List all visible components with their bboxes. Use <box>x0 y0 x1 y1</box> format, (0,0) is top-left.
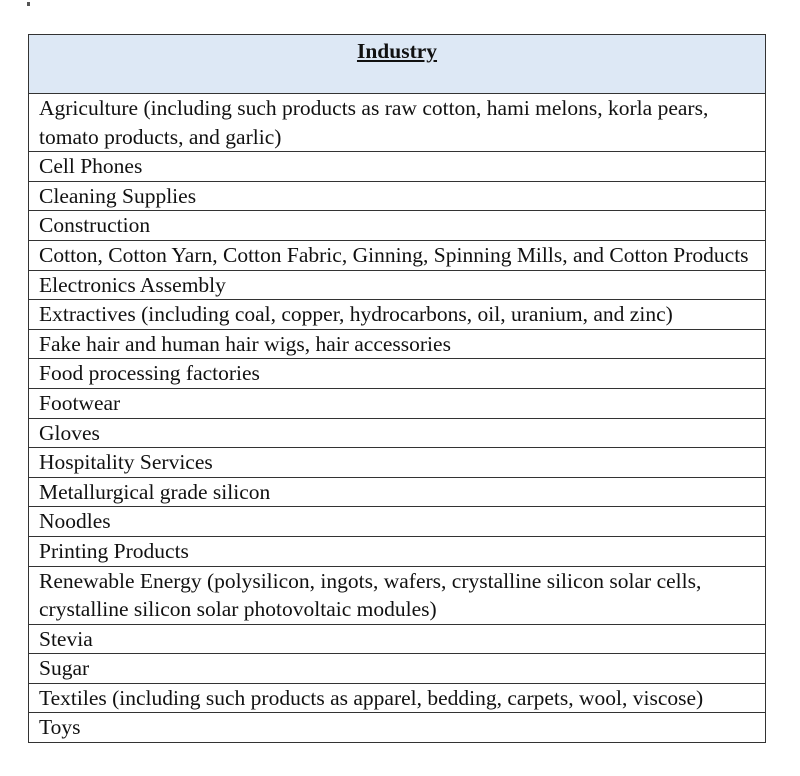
industry-cell: Gloves <box>29 418 766 448</box>
industry-cell: Cotton, Cotton Yarn, Cotton Fabric, Ginning, Spinning Mills, and Cotton Products <box>29 240 766 270</box>
industry-cell: Cleaning Supplies <box>29 181 766 211</box>
industry-cell: Stevia <box>29 624 766 654</box>
industry-cell: Noodles <box>29 507 766 537</box>
industry-cell: Construction <box>29 211 766 241</box>
table-row <box>29 94 766 152</box>
page-artifact <box>27 2 30 6</box>
table-row <box>29 683 766 713</box>
table-row <box>29 300 766 330</box>
table-row <box>29 181 766 211</box>
industry-cell: Footwear <box>29 388 766 418</box>
table-row <box>29 329 766 359</box>
industry-cell: Fake hair and human hair wigs, hair accessories <box>29 329 766 359</box>
table-row <box>29 536 766 566</box>
table-row <box>29 418 766 448</box>
industry-cell: Extractives (including coal, copper, hydrocarbons, oil, uranium, and zinc) <box>29 300 766 330</box>
industry-cell: Electronics Assembly <box>29 270 766 300</box>
industry-cell: Printing Products <box>29 536 766 566</box>
table-row <box>29 507 766 537</box>
table-row <box>29 359 766 389</box>
table-row <box>29 388 766 418</box>
header-row <box>29 35 766 94</box>
industry-cell: Sugar <box>29 654 766 684</box>
table-row <box>29 240 766 270</box>
table-row <box>29 713 766 743</box>
industry-cell: Renewable Energy (polysilicon, ingots, wafers, crystalline silicon solar cells, crystalline silicon solar photovoltaic modules) <box>29 566 766 624</box>
table-row <box>29 566 766 624</box>
industry-table <box>28 34 766 743</box>
industry-cell: Toys <box>29 713 766 743</box>
table-row <box>29 152 766 182</box>
industry-cell: Food processing factories <box>29 359 766 389</box>
table-row <box>29 211 766 241</box>
table-row <box>29 477 766 507</box>
industry-cell: Textiles (including such products as apparel, bedding, carpets, wool, viscose) <box>29 683 766 713</box>
table-row <box>29 448 766 478</box>
industry-cell: Agriculture (including such products as raw cotton, hami melons, korla pears, tomato products, and garlic) <box>29 94 766 152</box>
column-header-label: Industry <box>356 39 438 63</box>
industry-cell: Metallurgical grade silicon <box>29 477 766 507</box>
table-row <box>29 270 766 300</box>
industry-cell: Cell Phones <box>29 152 766 182</box>
table-row <box>29 654 766 684</box>
industry-cell: Hospitality Services <box>29 448 766 478</box>
column-header-industry <box>29 35 766 94</box>
table-row <box>29 624 766 654</box>
